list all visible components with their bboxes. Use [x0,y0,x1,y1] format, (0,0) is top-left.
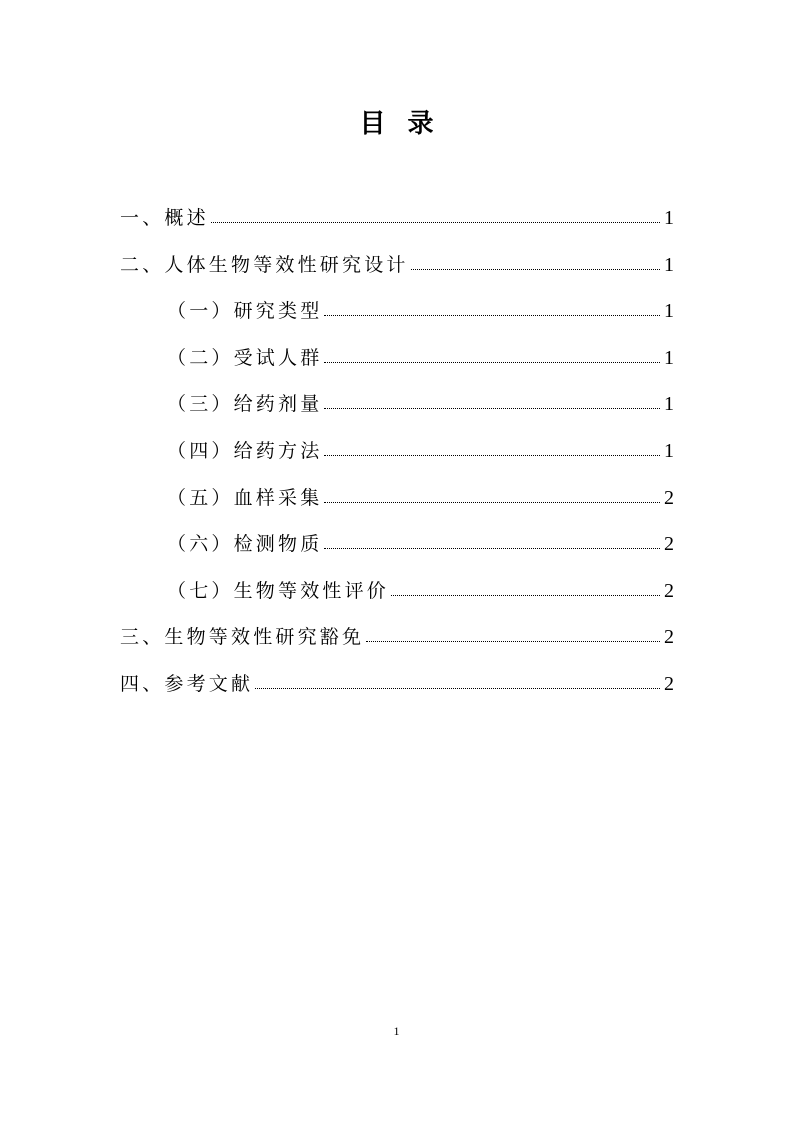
toc-entry-waiver[interactable] [120,618,674,665]
toc-entry-label: （三）给药剂量 [167,393,323,416]
dot-leader [324,531,660,550]
toc-entry-subjects[interactable] [120,339,674,386]
toc-entry-label: 三、生物等效性研究豁免 [120,626,365,649]
toc-page-number: 2 [664,533,674,556]
toc-page-number: 2 [664,626,674,649]
toc-entry-label: （四）给药方法 [167,439,323,462]
dot-leader [411,252,660,271]
toc-entry-label: 一、概述 [120,207,209,229]
toc-entry-references[interactable] [120,665,674,712]
dot-leader [255,671,660,690]
toc-entry-label: （七）生物等效性评价 [167,579,390,602]
dot-leader [324,298,660,317]
toc-page-number: 1 [664,253,674,276]
toc-page-number: 2 [664,579,674,602]
toc-page-number: 1 [664,393,674,416]
title-char-2: 录 [407,109,434,139]
dot-leader [324,485,660,504]
toc-entry-blood-sampling[interactable] [120,479,674,526]
footer-page-number: 1 [393,1024,400,1038]
toc-entry-evaluation[interactable] [120,572,674,619]
dot-leader [211,205,660,224]
page-title [0,104,793,144]
toc-entry-dose[interactable] [120,385,674,432]
toc-page-number: 1 [664,439,674,462]
dot-leader [324,345,660,364]
toc-entry-label: （一）研究类型 [167,300,323,323]
toc-entry-study-design[interactable] [120,246,674,293]
toc-entry-label: 二、人体生物等效性研究设计 [120,253,409,276]
toc-entry-label: 四、参考文献 [120,672,254,695]
table-of-contents [120,199,674,712]
toc-entry-label: （二）受试人群 [167,346,323,369]
toc-page-number: 1 [664,207,674,229]
dot-leader [366,624,660,643]
title-char-1: 目 [359,109,386,139]
toc-page-number: 1 [664,346,674,369]
toc-page-number: 2 [664,672,674,695]
dot-leader [324,391,660,410]
toc-entry-label: （六）检测物质 [167,533,323,556]
toc-entry-administration[interactable] [120,432,674,479]
toc-entry-label: （五）血样采集 [167,486,323,509]
toc-entry-overview[interactable] [120,199,674,246]
toc-page-number: 2 [664,486,674,509]
dot-leader [391,578,660,597]
toc-entry-study-type[interactable] [120,292,674,339]
toc-page-number: 1 [664,300,674,323]
toc-entry-analytes[interactable] [120,525,674,572]
dot-leader [324,438,660,457]
